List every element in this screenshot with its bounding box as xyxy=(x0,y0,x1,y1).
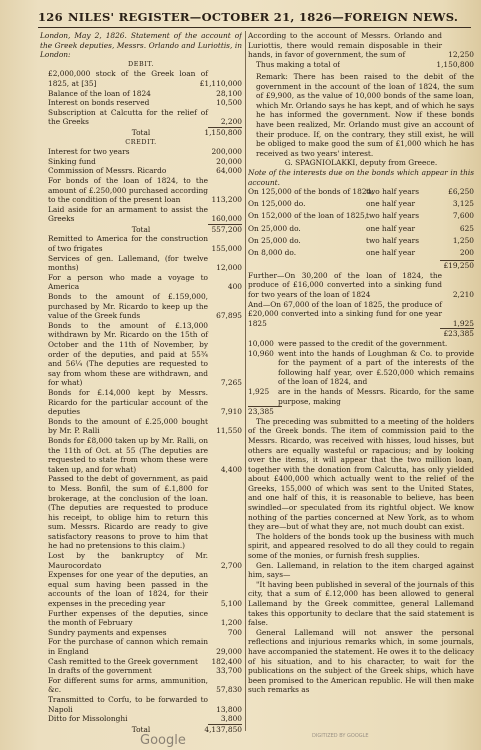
went-text: went into the hands of Loughman & Co. to provide for the payment of a part of the interests of the following half year, over £.520,000 which remains of the loan of 1824, and xyxy=(278,348,474,387)
ledger-item-text: Passed to the debt of government, as paid to Mess. Bonfil, the sum of £.1,800 for brokerage, at the conclusion of the loan. (The deputies are requested to produce his receipt, to oblige him to return this sum. Messrs. Ricardo are ready to give satisfactory reasons to prove to him that he had no pretensions to this claim.) xyxy=(48,474,208,551)
ledger-item-amount: 11,550 xyxy=(216,426,242,436)
ledger-row xyxy=(40,89,242,99)
hands-text: are in the hands of Messrs. Ricardo, for the same purpose, making xyxy=(278,386,474,406)
ledger-item-amount: 113,200 xyxy=(211,195,242,205)
ledger-item-text: Transmitted to Corfu, to be forwarded to Napoli xyxy=(48,694,208,714)
ledger-item-amount: 7,910 xyxy=(220,407,242,417)
ledger-item-text: Bonds to the amount of £.159,000, purchased by Mr. Ricardo to keep up the value of the Greek funds xyxy=(48,292,208,321)
remaining-text: According to the account of Messrs. Orlando and Luriottis, there would remain disposable in their hands, in favor of government, the sum of xyxy=(248,31,442,60)
ledger-row xyxy=(40,292,242,321)
ledger-item-amount: 400 xyxy=(227,282,242,292)
body-paragraph: "It having been published in several of the journals of this city, that a sum of £.12,000 has been allowed to general Lallemand by the Greek committee, general Lallemand takes this opportunity to declare that the said statement is false. xyxy=(248,579,474,628)
and-amount: 1,925 xyxy=(452,318,474,328)
ledger-row xyxy=(40,609,242,628)
ledger-row xyxy=(40,69,242,88)
ledger-item-amount: 20,000 xyxy=(216,156,242,166)
interest-amount: 1,250 xyxy=(452,235,474,245)
credit-list xyxy=(40,147,242,224)
and-text: And—On 67,000 of the loan of 1825, the produce of £20,000 converted into a sinking fund for one year 1825 xyxy=(248,299,442,328)
ledger-item-amount: 7,265 xyxy=(220,378,242,388)
ledger-item-text: Remitted to America for the construction of two frigates xyxy=(48,234,208,254)
interest-bonds: On 125,000 of the bonds of 1824, xyxy=(248,187,374,197)
interest-period: one half year xyxy=(366,223,416,233)
ledger-item-text: Expenses for one year of the deputies, an equal sum having been passed in the accounts of the loan of 1824, for their expenses in the preceding year xyxy=(48,570,208,609)
ledger-row xyxy=(40,176,242,205)
interest-period: one half year xyxy=(366,248,416,258)
ledger-item-amount: 57,830 xyxy=(216,685,242,695)
ledger-row xyxy=(40,695,242,714)
ledger-item-amount: 4,400 xyxy=(220,464,242,474)
interest-total-amount: £19,250 xyxy=(443,261,474,271)
ledger-item-text: Bonds to the amount of £.13,000 withdrawn by Mr. Ricardo on the 15th of October and the 11th of November, by order of the deputies, and paid at 55¾ and 56¼ (The deputies are requested to say from whom these are withdrawn, and for what) xyxy=(48,320,208,388)
ledger-item-amount: 155,000 xyxy=(211,244,242,254)
ledger-item-amount: £1,110,000 xyxy=(199,78,242,88)
ledger-item-text: Laid aside for an armament to assist the Greeks xyxy=(48,204,208,224)
final-sum-row xyxy=(248,407,474,417)
ledger-item-amount: 12,000 xyxy=(216,263,242,273)
ledger-item-text: £2,000,000 stock of the Greek loan of 1825, at [35] xyxy=(48,69,208,88)
sum-total-amount: £23,385 xyxy=(443,329,474,339)
interest-row xyxy=(248,199,474,211)
ledger-row xyxy=(40,474,242,551)
ledger-item-amount: 29,000 xyxy=(216,647,242,656)
passed-text: were passed to the credit of the government. xyxy=(278,338,448,348)
ledger-item-text: Bonds for £8,000 taken up by Mr. Ralli, on the 11th of Oct. at 55 (The deputies are requested to state from whom these were taken up, and for what) xyxy=(48,435,208,474)
interest-row xyxy=(248,224,474,236)
credit-total-label: Total xyxy=(131,224,151,234)
ledger-item-amount: 160,000 xyxy=(211,214,242,224)
ledger-row xyxy=(40,676,242,695)
body-paragraph: The holders of the bonds took up the business with much spirit, and appeared resolved to do all they could to regain some of the monies, or furnish fresh supplies. xyxy=(248,531,474,561)
hands-row xyxy=(248,387,474,406)
debit-total-row xyxy=(40,128,242,138)
ledger-item-text: Cash remitted to the Greek government xyxy=(48,656,199,666)
interest-note: Note of the interests due on the bonds which appear in this account. xyxy=(248,167,474,187)
ledger-item-amount: 1,200 xyxy=(220,618,242,628)
thus-total-amount: 1,150,800 xyxy=(436,59,474,69)
right-column xyxy=(248,31,474,736)
ledger-row xyxy=(40,551,242,570)
ledger-item-text: Sinking fund xyxy=(48,156,96,166)
went-row xyxy=(248,349,474,387)
ledger-row xyxy=(40,628,242,638)
interest-period: two half years xyxy=(366,235,419,245)
ledger-item-text: Ditto for Missolonghi xyxy=(48,714,128,724)
ledger-row xyxy=(40,388,242,417)
final-sum-amount: 23,385 xyxy=(248,407,274,417)
ledger-item-amount: 33,700 xyxy=(216,666,242,676)
ledger-row xyxy=(40,108,242,127)
ledger-row xyxy=(40,714,242,724)
thus-total-label: Thus making a total of xyxy=(256,59,341,69)
column-divider xyxy=(245,31,246,731)
article-body xyxy=(248,417,474,695)
interest-period: one half year xyxy=(366,199,416,209)
remaining-amount: 12,250 xyxy=(448,50,474,60)
page-number: 126 xyxy=(38,10,63,24)
ledger-item-text: Commission of Messrs. Ricardo xyxy=(48,166,167,176)
ledger-item-amount: 64,000 xyxy=(216,166,242,176)
ledger-item-amount: 2,200 xyxy=(220,117,242,127)
ledger-row xyxy=(40,147,242,157)
interest-row xyxy=(248,187,474,199)
ledger-item-amount: 200,000 xyxy=(211,147,242,157)
final-total-amount: 4,137,850 xyxy=(204,724,242,734)
passed-row xyxy=(248,339,474,349)
body-paragraph: Gen. Lallemand, in relation to the item charged against him, says— xyxy=(248,560,474,580)
remark-paragraph: Remark: There has been raised to the debit of the government in the account of the loan of 1824, the sum of £9,900, as the value of 10,000 bonds of the same loan, which Mr. Orlando says he has kept, and of which he says he has informed the government. Now if these bonds have been realized, Mr. Orlando must give an account of their produce. If, on the contrary, they still exist, he will be obliged to make good the sum of £1,000 which he has received as two years' interest. xyxy=(256,71,474,158)
ledger-item-amount: 182,400 xyxy=(211,656,242,666)
ledger-row xyxy=(40,254,242,273)
interest-bonds: On 25,000 do. xyxy=(248,235,301,245)
left-column xyxy=(40,31,242,736)
interest-table xyxy=(248,187,474,260)
interest-total-row xyxy=(248,261,474,271)
ledger-row xyxy=(40,273,242,292)
ledger-row xyxy=(40,657,242,667)
google-logo: Google xyxy=(140,733,186,748)
ledger-item-text: Services of gen. Lallemand, (for twelve months) xyxy=(48,253,208,273)
credit-total-amount: 557,200 xyxy=(211,224,242,234)
running-title: NILES' REGISTER—OCTOBER 21, 1826—FOREIGN NEWS. xyxy=(68,10,459,24)
ledger-item-text: Further expenses of the deputies, since the month of February xyxy=(48,608,208,628)
debit-total-amount: 1,150,800 xyxy=(204,127,242,137)
ledger-item-text: Bonds to the amount of £.25,000 bought by Mr. P. Ralli xyxy=(48,416,208,436)
ledger-item-text: For the purchase of cannon which remain in England xyxy=(48,637,208,656)
ledger-row xyxy=(40,666,242,676)
ledger-item-amount: 2,700 xyxy=(220,560,242,570)
digitization-watermark: DIGITIZED BY GOOGLE xyxy=(312,733,369,739)
ledger-row xyxy=(40,570,242,608)
ledger-item-text: For a person who made a voyage to America xyxy=(48,272,208,292)
credit-heading: CREDIT. xyxy=(125,137,157,146)
interest-row xyxy=(248,248,474,260)
ledger-item-text: Sundry payments and expenses xyxy=(48,627,167,637)
ledger-item-amount: 3,800 xyxy=(220,714,242,724)
interest-bonds: On 125,000 do. xyxy=(248,199,306,209)
interest-amount: 7,600 xyxy=(452,211,474,221)
went-amount: 10,960 xyxy=(248,348,274,358)
interest-row xyxy=(248,211,474,223)
further-text: Further—On 30,200 of the loan of 1824, the produce of £16,000 converted into a sinking fund for two years of the loan of 1824 xyxy=(248,270,442,299)
interest-amount: 200 xyxy=(459,248,474,258)
debit-total-label: Total xyxy=(131,127,151,137)
ledger-item-text: Balance of the loan of 1824 xyxy=(48,88,151,98)
interest-bonds: On 25,000 do. xyxy=(248,223,301,233)
ledger-item-text: Lost by the bankruptcy of Mr. Maurocordato xyxy=(48,551,208,570)
ledger-item-text: Bonds for £.14,000 kept by Messrs. Ricardo for the particular account of the deputies xyxy=(48,387,208,417)
statement-intro: London, May 2, 1826. Statement of the account of the Greek deputies, Messrs. Orlando and Luriottis, in London: xyxy=(40,31,242,60)
interest-amount: £6,250 xyxy=(448,187,474,197)
interest-amount: 625 xyxy=(459,223,474,233)
signature: G. SPAGNIOLAKKI, deputy from Greece. xyxy=(284,158,438,168)
ledger-row xyxy=(40,98,242,108)
ledger-item-amount: 67,895 xyxy=(216,311,242,321)
ledger-item-amount: 13,800 xyxy=(216,704,242,714)
sum-total-row xyxy=(248,329,474,339)
page-header xyxy=(38,10,471,26)
final-total-label: Total xyxy=(131,724,151,734)
ledger-item-text: For bonds of the loan of 1824, to the amount of £.250,000 purchased according to the condition of the present loan xyxy=(48,175,208,205)
ledger-row xyxy=(40,637,242,656)
body-paragraph: General Lallemand will not answer the personal reflections and injurious remarks which, in some journals, have accompanied the statement. He owes it to the delicacy of his situation, and to his character, to wait for the publications on the subject of the Greek ships, which have been promised to the American republic. He will then make such remarks as xyxy=(248,627,474,695)
interest-bonds: On 8,000 do. xyxy=(248,248,297,258)
ledger-item-amount: 700 xyxy=(227,627,242,637)
ledger-item-amount: 5,100 xyxy=(220,599,242,609)
interest-row xyxy=(248,236,474,248)
further-paragraph xyxy=(248,271,474,300)
thus-total-row xyxy=(248,60,474,72)
interest-period: two half years xyxy=(366,211,419,221)
ledger-row xyxy=(40,157,242,167)
body-paragraph: The preceding was submitted to a meeting of the holders of the Greek bonds. The item of commission paid to the Messrs. Ricardo, was received with hisses, loud hisses, but others are equally wasteful or rapacious; and by looking over the items, it will appear that the two million loan, together with the donation from Calcutta, has only yielded about £400,000 which actually went to the relief of the Greeks, 155,000 of which was sent to the United States, and one half of this, it is reasonable to believe, has been swindled—or speculated from its rightful object. We know nothing of the parties concerned at New York, as to whom they are—but of what they are, not much doubt can exist. xyxy=(248,416,474,532)
ledger-item-text: Interest on bonds reserved xyxy=(48,98,150,108)
ledger-row xyxy=(40,234,242,253)
passed-amount: 10,000 xyxy=(248,338,274,348)
ledger-row xyxy=(40,321,242,388)
and-paragraph xyxy=(248,300,474,329)
ledger-item-amount: 28,100 xyxy=(216,88,242,98)
hands-amount: 1,925 xyxy=(248,386,270,396)
ledger-item-text: Subscription at Calcutta for the relief of the Greeks xyxy=(48,107,208,127)
ledger-item-text: In drafts of the government xyxy=(48,666,152,676)
ledger-row xyxy=(40,436,242,474)
debit-heading: DEBIT. xyxy=(128,59,154,68)
interest-amount: 3,125 xyxy=(452,199,474,209)
interest-period: two half years xyxy=(366,187,419,197)
ledger-row xyxy=(40,166,242,176)
ledger-item-amount: 10,500 xyxy=(216,98,242,108)
ledger-row xyxy=(40,205,242,224)
further-amount: 2,210 xyxy=(452,290,474,299)
ledger-row xyxy=(40,417,242,436)
header-rule xyxy=(38,27,471,28)
ledger-item-text: Interest for two years xyxy=(48,147,130,157)
interest-bonds: On 152,000 of the loan of 1825, xyxy=(248,211,368,221)
remaining-paragraph xyxy=(248,31,474,60)
expense-items-list xyxy=(40,234,242,723)
debit-list xyxy=(40,69,242,127)
credit-total-row xyxy=(40,225,242,235)
ledger-item-text: For different sums for arms, ammunition, &c. xyxy=(48,675,208,695)
